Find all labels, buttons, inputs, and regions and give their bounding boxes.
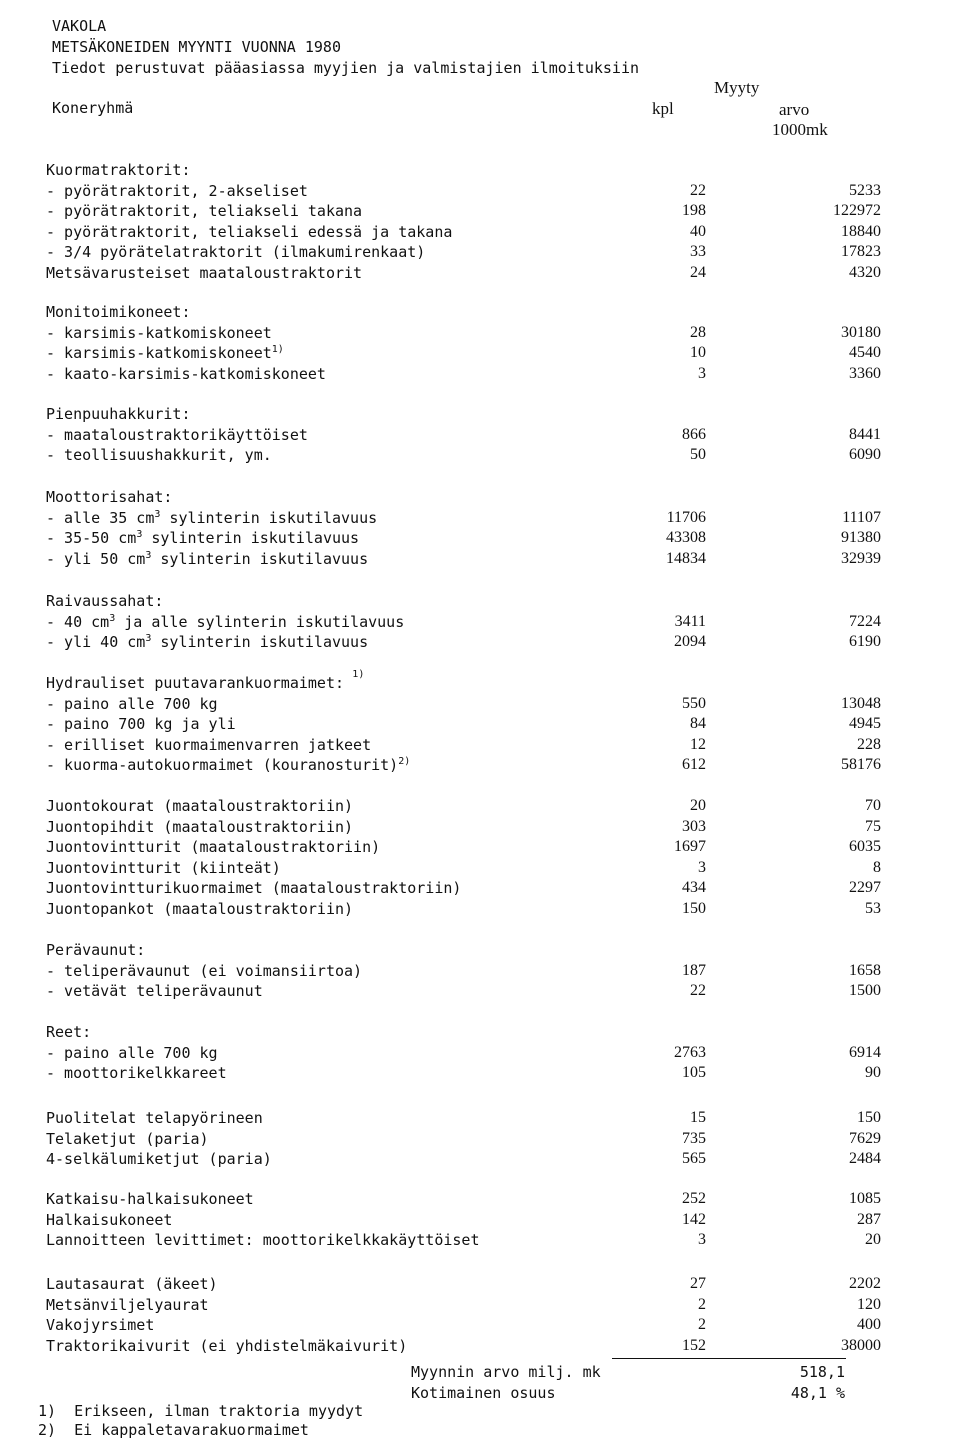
table-row: [46, 1129, 926, 1150]
table-row: [46, 1315, 926, 1336]
row-label-text: - yli 50 cm: [46, 549, 146, 568]
kpl-value: 10: [690, 344, 706, 362]
row-label-text: - vetävät teliperävaunut: [46, 982, 263, 1001]
table-row: [46, 755, 926, 776]
kpl-value: 22: [690, 982, 706, 1000]
row-label-text: Metsänviljelyaurat: [46, 1295, 209, 1314]
arvo-value: 2202: [849, 1275, 881, 1292]
row-label: [46, 201, 362, 222]
row-label: [46, 425, 308, 446]
row-label-suffix: sylinterin iskutilavuus: [160, 508, 378, 527]
row-label: [46, 508, 377, 529]
row-label-suffix: sylinterin iskutilavuus: [142, 529, 360, 548]
table-row: [46, 1189, 926, 1210]
kpl-value: 50: [690, 446, 706, 464]
row-label: [46, 263, 362, 284]
section-title: [46, 302, 926, 323]
row-label-text: - 35-50 cm: [46, 529, 137, 548]
kpl-value: 24: [690, 263, 706, 281]
table-section: [46, 404, 926, 466]
kpl-value: 2763: [674, 1043, 706, 1061]
kpl-value: 142: [682, 1210, 706, 1228]
arvo-value: 228: [857, 735, 881, 753]
row-label: [46, 445, 272, 466]
row-label-text: - 40 cm: [46, 612, 110, 631]
arvo-value: 20: [865, 1231, 881, 1249]
row-label-text: Juontovintturit (maataloustraktoriin): [46, 838, 381, 857]
arvo-value: 400: [857, 1316, 881, 1334]
kpl-value: 28: [690, 323, 706, 341]
kpl-value: 152: [682, 1336, 706, 1354]
table-row: [46, 549, 926, 570]
arvo-value: 8441: [849, 425, 881, 443]
row-superscript: 3: [136, 529, 143, 541]
arvo-value: 4540: [849, 344, 881, 362]
kpl-value: 33: [690, 243, 706, 261]
table-row: [46, 425, 926, 446]
arvo-value: 3360: [849, 364, 881, 382]
row-label-suffix: sylinterin iskutilavuus: [151, 549, 369, 568]
row-superscript: 2): [398, 756, 411, 768]
row-label: [46, 755, 410, 776]
row-label-text: - maataloustraktorikäyttöiset: [46, 425, 308, 444]
kpl-value: 15: [690, 1109, 706, 1126]
arvo-value: 287: [857, 1210, 881, 1228]
table-row: [46, 796, 926, 817]
domestic-share-label: Kotimainen osuus: [411, 1384, 556, 1402]
arvo-value: 2484: [849, 1150, 881, 1168]
arvo-value: 13048: [841, 694, 881, 712]
table-row: [46, 1210, 926, 1231]
row-label: [46, 981, 263, 1002]
footnote-2: 2) Ei kappaletavarakuormaimet: [38, 1421, 309, 1439]
row-label-text: Juontovintturikuormaimet (maataloustraktoriin): [46, 879, 462, 898]
section-title-text: Pienpuuhakkurit:: [46, 405, 191, 423]
row-label-text: - 3/4 pyörätelatraktorit (ilmakumirenkaat): [46, 243, 426, 262]
table-row: [46, 1274, 926, 1295]
row-label: [46, 612, 404, 633]
row-label-text: Juontovintturit (kiinteät): [46, 858, 281, 877]
column-header-group: Koneryhmä: [52, 99, 134, 117]
table-row: [46, 242, 926, 263]
section-title-text: Perävaunut:: [46, 941, 146, 959]
domestic-share-value: 48,1 %: [790, 1384, 845, 1402]
row-superscript: 3: [154, 508, 161, 520]
arvo-value: 120: [857, 1295, 881, 1313]
kpl-value: 565: [682, 1150, 706, 1168]
row-label: [46, 837, 380, 858]
kpl-value: 2094: [674, 633, 706, 651]
arvo-value: 38000: [841, 1336, 881, 1354]
arvo-value: 122972: [833, 202, 881, 220]
table-row: [46, 323, 926, 344]
table-section: [46, 940, 926, 1002]
row-label-text: Puolitelat telapyörineen: [46, 1109, 263, 1127]
row-label-text: Lautasaurat (äkeet): [46, 1275, 218, 1293]
row-label-text: Traktorikaivurit (ei yhdistelmäkaivurit): [46, 1336, 408, 1355]
row-label: [46, 1274, 218, 1295]
table-row: [46, 1063, 926, 1084]
kpl-value: 1697: [674, 838, 706, 856]
row-label-text: - karsimis-katkomiskoneet: [46, 323, 272, 342]
row-label-text: Halkaisukoneet: [46, 1210, 173, 1229]
table-row: [46, 899, 926, 920]
row-label-text: 4-selkälumiketjut (paria): [46, 1150, 272, 1169]
arvo-value: 75: [865, 817, 881, 835]
row-superscript: 3: [109, 612, 116, 624]
row-label: [46, 528, 359, 549]
kpl-value: 84: [690, 715, 706, 733]
kpl-value: 27: [690, 1275, 706, 1292]
column-header-kpl: kpl: [652, 99, 674, 118]
table-row: [46, 961, 926, 982]
table-section: [46, 669, 926, 776]
total-underline: [612, 1358, 846, 1359]
table-row: [46, 1108, 926, 1129]
row-label: [46, 1129, 209, 1150]
kpl-value: 2: [698, 1295, 706, 1313]
kpl-value: 550: [682, 694, 706, 712]
arvo-value: 6914: [849, 1043, 881, 1061]
arvo-value: 1085: [849, 1190, 881, 1207]
row-label: [46, 1315, 154, 1336]
row-label: [46, 1336, 407, 1357]
row-superscript: 3: [145, 549, 152, 561]
org-name: VAKOLA: [52, 17, 107, 35]
arvo-value: 30180: [841, 323, 881, 341]
table-section: [46, 1108, 926, 1170]
kpl-value: 2: [698, 1316, 706, 1334]
row-label-text: Juontopihdit (maataloustraktoriin): [46, 817, 354, 836]
row-label-text: Katkaisu-halkaisukoneet: [46, 1190, 254, 1208]
sales-total-value: 518,1: [799, 1363, 845, 1381]
kpl-value: 612: [682, 756, 706, 774]
row-label-text: - teollisuushakkurit, ym.: [46, 446, 272, 465]
row-label: [46, 1108, 263, 1129]
row-label: [46, 961, 362, 982]
arvo-value: 11107: [842, 508, 881, 526]
arvo-value: 90: [865, 1064, 881, 1082]
section-title-text: Raivaussahat:: [46, 592, 164, 610]
column-header-sold: Myyty: [714, 78, 760, 97]
section-title: [46, 591, 926, 612]
row-label-text: - pyörätraktorit, teliakseli edessä ja takana: [46, 222, 453, 241]
table-row: [46, 1336, 926, 1357]
arvo-value: 17823: [841, 243, 881, 261]
row-label-text: - paino alle 700 kg: [46, 1043, 218, 1062]
row-label: [46, 549, 368, 570]
row-label-text: Juontopankot (maataloustraktoriin): [46, 899, 354, 918]
section-title-text: Kuormatraktorit:: [46, 161, 191, 179]
kpl-value: 22: [690, 181, 706, 199]
table-row: [46, 364, 926, 385]
table-section: [46, 1189, 926, 1251]
row-label: [46, 242, 425, 263]
section-title-text: Reet:: [46, 1023, 92, 1041]
table-row: [46, 1295, 926, 1316]
kpl-value: 303: [682, 817, 706, 835]
section-title-text: Monitoimikoneet:: [46, 303, 191, 321]
row-label: [46, 899, 353, 920]
row-label: [46, 343, 284, 364]
table-row: [46, 714, 926, 735]
arvo-value: 18840: [841, 222, 881, 240]
table-row: [46, 1149, 926, 1170]
kpl-value: 150: [682, 899, 706, 917]
arvo-value: 6090: [849, 446, 881, 464]
row-label-text: - erilliset kuormaimenvarren jatkeet: [46, 735, 372, 754]
table-row: [46, 528, 926, 549]
section-title-text: Moottorisahat:: [46, 488, 173, 506]
table-row: [46, 694, 926, 715]
kpl-value: 3411: [674, 612, 706, 630]
row-label: [46, 817, 353, 838]
arvo-value: 5233: [849, 181, 881, 199]
table-row: [46, 632, 926, 653]
row-label-text: - pyörätraktorit, 2-akseliset: [46, 181, 308, 200]
row-label: [46, 1149, 272, 1170]
table-row: [46, 878, 926, 899]
table-section: [46, 160, 926, 284]
kpl-value: 735: [682, 1129, 706, 1147]
table-section: [46, 796, 926, 920]
document-title: METSÄKONEIDEN MYYNTI VUONNA 1980: [52, 38, 341, 56]
row-label: [46, 1043, 218, 1064]
row-label-suffix: sylinterin iskutilavuus: [151, 633, 369, 652]
row-label-text: Juontokourat (maataloustraktoriin): [46, 797, 354, 815]
table-row: [46, 181, 926, 202]
kpl-value: 14834: [666, 549, 706, 567]
row-label-text: - kuorma-autokuormaimet (kouranosturit): [46, 756, 399, 775]
row-label-text: - kaato-karsimis-katkomiskoneet: [46, 364, 326, 383]
row-label-text: - moottorikelkkareet: [46, 1064, 227, 1083]
row-label-text: - paino 700 kg ja yli: [46, 715, 236, 734]
kpl-value: 12: [690, 735, 706, 753]
table-section: [46, 1274, 926, 1356]
section-title: [46, 160, 926, 181]
arvo-value: 70: [865, 797, 881, 814]
arvo-value: 1658: [849, 961, 881, 979]
arvo-value: 2297: [849, 879, 881, 897]
row-label: [46, 1295, 209, 1316]
row-label: [46, 796, 353, 817]
arvo-value: 4320: [849, 263, 881, 281]
kpl-value: 11706: [666, 508, 706, 526]
table-row: [46, 263, 926, 284]
row-label: [46, 858, 281, 879]
row-label: [46, 323, 272, 344]
row-label-text: Vakojyrsimet: [46, 1316, 155, 1335]
row-label: [46, 878, 461, 899]
kpl-value: 3: [698, 858, 706, 876]
kpl-value: 187: [682, 961, 706, 979]
arvo-value: 6035: [849, 838, 881, 856]
table-row: [46, 981, 926, 1002]
row-label-text: Telaketjut (paria): [46, 1129, 209, 1148]
table-row: [46, 1043, 926, 1064]
arvo-value: 32939: [841, 549, 881, 567]
table-row: [46, 508, 926, 529]
row-label: [46, 181, 308, 202]
arvo-value: 8: [873, 858, 881, 876]
kpl-value: 40: [690, 222, 706, 240]
section-title: [46, 940, 926, 961]
row-label: [46, 714, 236, 735]
arvo-value: 4945: [849, 715, 881, 733]
arvo-value: 91380: [841, 529, 881, 547]
table-row: [46, 817, 926, 838]
row-label-text: - teliperävaunut (ei voimansiirtoa): [46, 961, 363, 980]
table-row: [46, 858, 926, 879]
arvo-value: 1500: [849, 982, 881, 1000]
row-label: [46, 222, 452, 243]
column-header-unit: 1000mk: [772, 120, 828, 139]
row-label-text: - pyörätraktorit, teliakseli takana: [46, 202, 363, 221]
kpl-value: 105: [682, 1064, 706, 1082]
arvo-value: 7629: [849, 1129, 881, 1147]
kpl-value: 866: [682, 425, 706, 443]
arvo-value: 58176: [841, 756, 881, 774]
row-label: [46, 694, 218, 715]
kpl-value: 43308: [666, 529, 706, 547]
table-section: [46, 1022, 926, 1084]
section-title: Hydrauliset puutavarankuormaimet: 1): [46, 669, 365, 692]
table-row: [46, 343, 926, 364]
sales-total-label: Myynnin arvo milj. mk: [411, 1363, 601, 1381]
row-label-suffix: ja alle sylinterin iskutilavuus: [115, 612, 405, 631]
row-superscript: 3: [145, 633, 152, 645]
kpl-value: 434: [682, 879, 706, 897]
table-section: [46, 591, 926, 653]
row-label-text: - karsimis-katkomiskoneet: [46, 344, 272, 363]
row-label-text: - paino alle 700 kg: [46, 694, 218, 713]
row-label-text: Metsävarusteiset maataloustraktorit: [46, 263, 363, 282]
arvo-value: 150: [857, 1109, 881, 1126]
kpl-value: 3: [698, 1231, 706, 1249]
table-row: [46, 445, 926, 466]
table-row: [46, 837, 926, 858]
table-row: [46, 222, 926, 243]
table-section: [46, 487, 926, 569]
arvo-value: 7224: [849, 612, 881, 630]
kpl-value: 198: [682, 202, 706, 220]
row-label: [46, 1210, 172, 1231]
row-label-text: - yli 40 cm: [46, 633, 146, 652]
section-title: [46, 404, 926, 425]
row-superscript: 1): [271, 344, 284, 356]
row-label-text: Lannoitteen levittimet: moottorikelkkakäyttöiset: [46, 1231, 480, 1250]
kpl-value: 252: [682, 1190, 706, 1207]
row-label: [46, 1230, 479, 1251]
column-header-arvo: arvo: [779, 100, 810, 119]
row-label: [46, 632, 368, 653]
row-label: [46, 1063, 227, 1084]
row-label: [46, 735, 371, 756]
section-title: [46, 487, 926, 508]
table-row: [46, 612, 926, 633]
table-section: [46, 302, 926, 384]
table-row: [46, 201, 926, 222]
table-row: [46, 1230, 926, 1251]
row-label-text: - alle 35 cm: [46, 508, 155, 527]
row-label: [46, 364, 326, 385]
section-title: [46, 1022, 926, 1043]
document-subtitle: Tiedot perustuvat pääasiassa myyjien ja valmistajien ilmoituksiin: [52, 59, 639, 77]
arvo-value: 53: [865, 899, 881, 917]
section-title-text: Hydrauliset puutavarankuormaimet:: [46, 674, 345, 692]
row-label: [46, 1189, 254, 1210]
arvo-value: 6190: [849, 633, 881, 651]
kpl-value: 3: [698, 364, 706, 382]
table-row: [46, 735, 926, 756]
kpl-value: 20: [690, 797, 706, 814]
footnote-1: 1) Erikseen, ilman traktoria myydyt: [38, 1402, 364, 1420]
